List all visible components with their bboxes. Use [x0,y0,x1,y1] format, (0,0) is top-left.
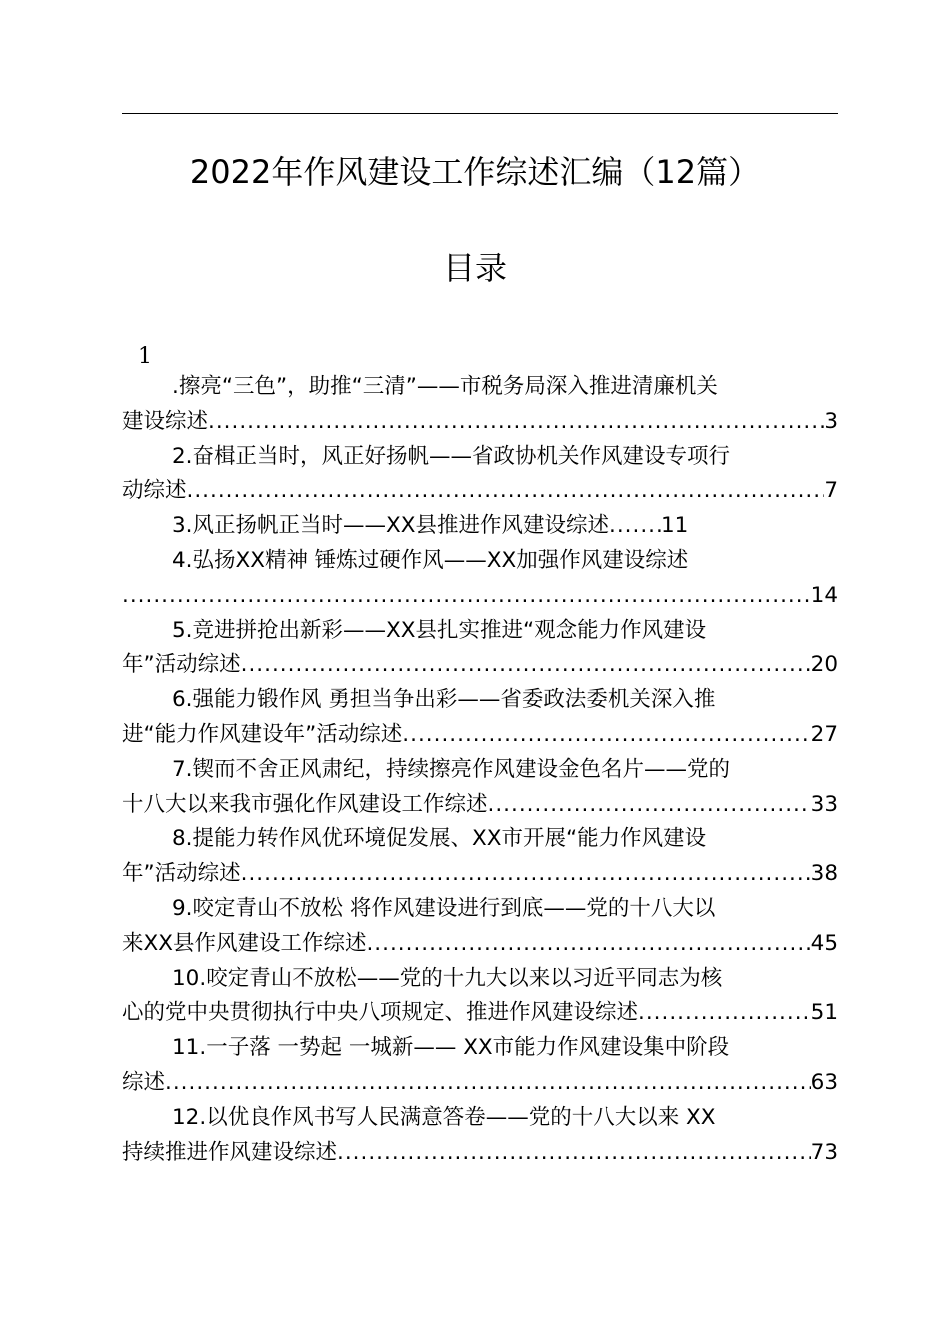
toc-heading: 目录 [442,249,507,287]
toc-entry-title-cont: 年”活动综述 [122,861,241,887]
toc-entry-page: 45 [810,930,838,956]
toc-entry-2[interactable] [122,440,838,510]
toc-entry-page: 3 [824,408,838,434]
document-title: 2022年作风建设工作综述汇编（12篇） [189,153,761,191]
toc-entry-page: 51 [810,1000,838,1026]
toc-entry-page: 33 [810,791,838,817]
dot-leader [337,1136,811,1171]
dot-leader [402,718,810,753]
toc-entry-title-cont: 综述 [122,1069,166,1095]
dot-leader [187,474,825,509]
dot-leader [165,1066,811,1101]
toc-entry-page: 11 [660,513,689,539]
dot-leader [488,788,811,823]
dot-leader [122,579,811,614]
dot-leader [241,857,811,892]
toc-entry-8[interactable] [122,822,838,892]
toc-entry-3[interactable] [122,509,838,544]
toc-entry-title: 10.咬定青山不放松——党的十九大以来以习近平同志为核 [172,965,723,991]
dot-leader [609,509,661,544]
toc-entry-title: 9.咬定青山不放松 将作风建设进行到底——党的十八大以 [172,895,716,921]
toc-entry-title: 12.以优良作风书写人民满意答卷——党的十八大以来 XX [172,1104,716,1130]
toc-entry-title-cont: 动综述 [122,478,187,504]
toc-entry-title-cont: 建设综述 [122,408,209,434]
toc-entry-7[interactable] [122,753,838,823]
page-marker: 1 [138,344,152,369]
toc-entry-title-cont: 十八大以来我市强化作风建设工作综述 [122,791,488,817]
toc-entry-title: 6.强能力锻作风 勇担当争出彩——省委政法委机关深入推 [172,687,716,713]
toc-entry-4[interactable] [122,544,838,614]
dot-leader [208,405,824,440]
dot-leader [638,996,811,1031]
toc-entry-title: 2.奋楫正当时，风正好扬帆——省政协机关作风建设专项行 [172,443,731,469]
toc-entry-6[interactable] [122,683,838,753]
toc-entry-page: 73 [810,1139,838,1165]
toc-entry-title: 7.锲而不舍正风肃纪，持续擦亮作风建设金色名片——党的 [172,756,731,782]
toc-entry-title-cont: 心的党中央贯彻执行中央八项规定、推进作风建设综述 [122,1000,639,1026]
toc-entry-11[interactable] [122,1031,838,1101]
toc-entry-title: .擦亮“三色”，助推“三清”——市税务局深入推进清廉机关 [172,374,718,399]
toc-entry-page: 63 [810,1069,838,1095]
toc-entry-12[interactable] [122,1101,838,1171]
toc-entry-title-cont: 来XX县作风建设工作综述 [122,930,367,956]
toc-entry-page: 14 [810,582,838,608]
toc-entry-title-cont: 持续推进作风建设综述 [122,1139,338,1165]
toc-entry-5[interactable] [122,614,838,684]
toc-entry-title: 8.提能力转作风优环境促发展、XX市开展“能力作风建设 [172,826,707,852]
toc-entry-title: 5.竞进拼抢出新彩——XX县扎实推进“观念能力作风建设 [172,617,707,643]
toc-entry-title: 4.弘扬XX精神 锤炼过硬作风——XX加强作风建设综述 [172,547,689,573]
toc-entry-page: 38 [810,861,838,887]
toc-entry-page: 20 [810,652,838,678]
header-rule [122,113,838,114]
toc-entry-page: 7 [824,478,838,504]
toc-entry-1[interactable] [122,370,838,440]
dot-leader [366,927,810,962]
table-of-contents [122,370,838,1170]
toc-entry-page: 27 [810,721,838,747]
toc-entry-9[interactable] [122,892,838,962]
toc-entry-title: 3.风正扬帆正当时——XX县推进作风建设综述 [172,513,609,539]
toc-entry-title-cont: 进“能力作风建设年”活动综述 [122,721,403,747]
toc-entry-title: 11.一子落 一势起 一城新—— XX市能力作风建设集中阶段 [172,1035,730,1061]
dot-leader [241,648,811,683]
toc-entry-title-cont: 年”活动综述 [122,652,241,678]
toc-entry-10[interactable] [122,962,838,1032]
